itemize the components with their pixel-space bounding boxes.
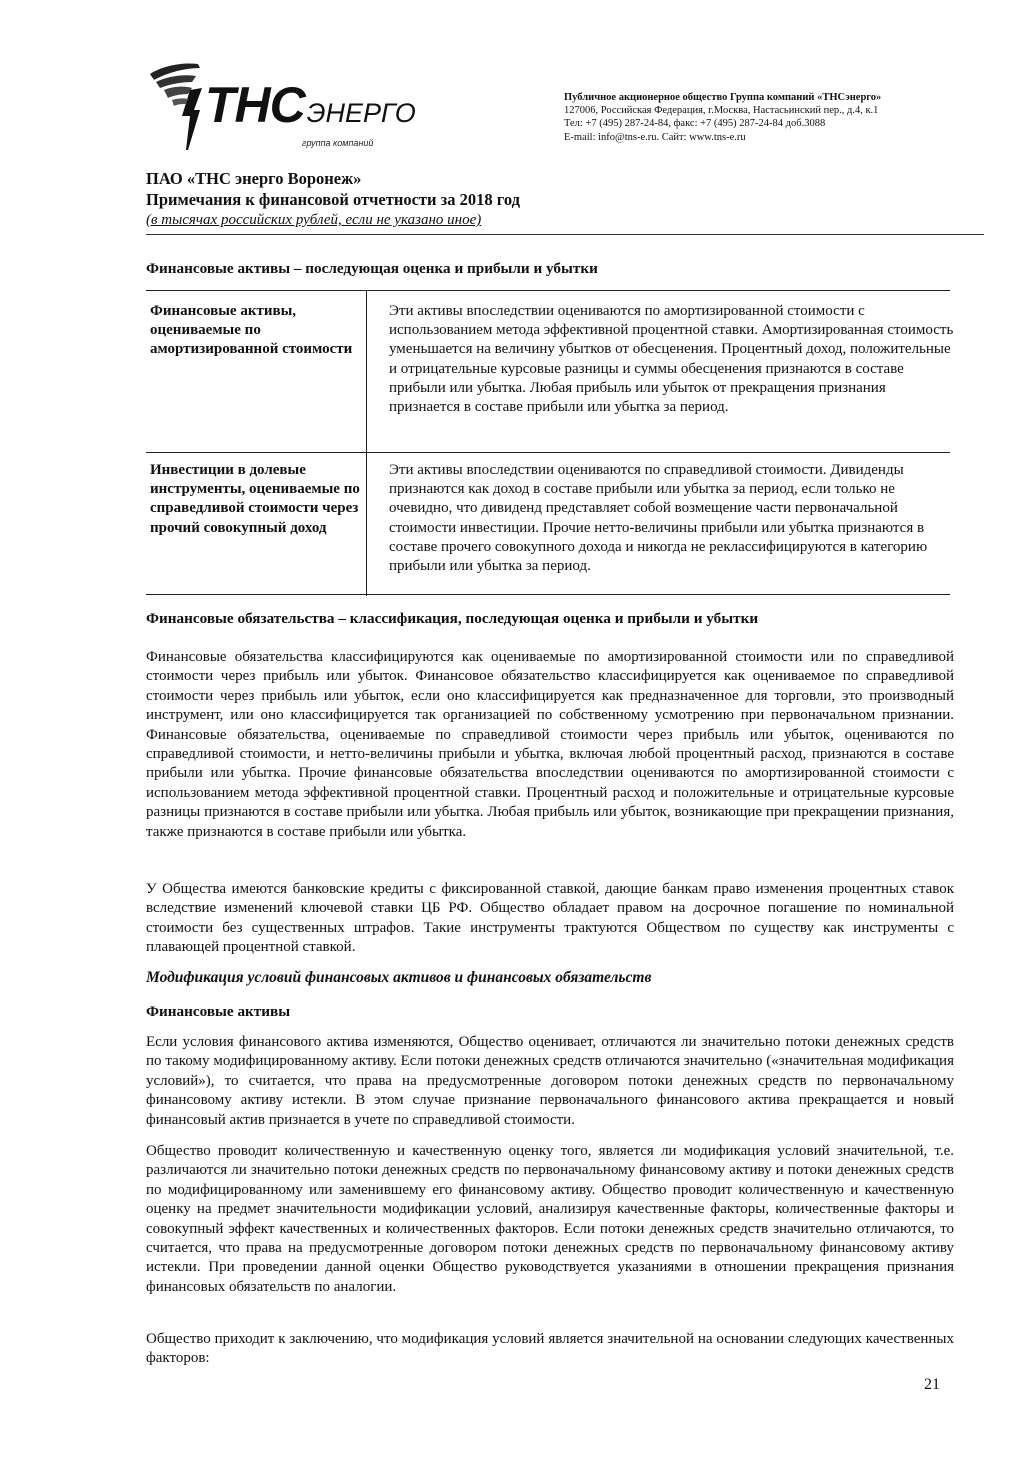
paragraph: У Общества имеются банковские кредиты с фиксированной ставкой, дающие банкам право изменения процентных ставок вследствие изменений ключевой ставки ЦБ РФ. Общество обладает правом на досрочное погашение по номинальной стоимости без существенных штрафов. Такие инструменты трактуются Обществом по существу как инструменты с плавающей процентной ставкой. xyxy=(146,881,954,956)
subheading-financial-assets: Финансовые активы xyxy=(146,1003,291,1020)
table-row-divider xyxy=(146,452,950,453)
document-title: Примечания к финансовой отчетности за 2018 год xyxy=(146,190,520,209)
table-row-text: Эти активы впоследствии оцениваются по справедливой стоимости. Дивиденды признаются как доход в составе прибыли или убытка за период, если только не очевидно, что дивиденд представляет собой возмещение части первоначальной стоимости инвестиции. Прочие нетто-величины прибыли или убытка признаются в составе прочего совокупного дохода и никогда не реклассифицируются в категорию прибыли или убытка за период. xyxy=(389,462,928,575)
units-note: (в тысячах российских рублей, если не указано иное) xyxy=(146,212,482,228)
company-phone: Тел: +7 (495) 287-24-84, факс: +7 (495) 287-24-84 доб.3088 xyxy=(564,118,826,130)
section-heading-modification: Модификация условий финансовых активов и финансовых обязательств xyxy=(146,969,652,986)
company-email-site: E-mail: info@tns-e.ru. Сайт: www.tns-e.ru xyxy=(564,131,746,143)
section-heading-financial-liabilities: Финансовые обязательства – классификация, последующая оценка и прибыли и убытки xyxy=(146,610,759,627)
table-row-term: Инвестиции в долевые инструменты, оцениваемые по справедливой стоимости через прочий совокупный доход xyxy=(150,462,360,536)
org-name: ПАО «ТНС энерго Воронеж» xyxy=(146,169,362,188)
header-divider xyxy=(146,234,984,235)
paragraph: Если условия финансового актива изменяются, Общество оценивает, отличаются ли значительно потоки денежных средств по такому модифицированному активу. Если потоки денежных средств отличаются значительно («значительная модификация условий»), то считается, что права на предусмотренные договором потоки денежных средств по первоначальному финансовому активу истекли. В этом случае признание первоначального финансового актива прекращается и новый финансовый актив признается в учете по справедливой стоимости. xyxy=(146,1034,954,1128)
table-top-rule xyxy=(146,290,950,291)
table-row-text: Эти активы впоследствии оцениваются по амортизированной стоимости с использованием метода эффективной процентной ставки. Амортизированная стоимость уменьшается на величину убытков от обесценения. Процентный доход, положительные и отрицательные курсовые разницы и суммы обесценения признаются в составе прибыли или убытка. Любая прибыль или убыток от прекращения признания признается в составе прибыли или убытка за период. xyxy=(389,303,954,416)
paragraph: Общество проводит количественную и качественную оценку того, является ли модификация условий значительной, т.е. различаются ли значительно потоки денежных средств по первоначальному финансовому активу и потоки денежных средств по модифицированному или заменившему его финансовому активу. Общество проводит количественную и качественную оценку на предмет значительности модификации условий, анализируя качественные факторы, количественные факторы и совокупный эффект качественных и количественных факторов. Если потоки денежных средств значительно отличаются, то считается, что права на предусмотренные договором потоки денежных средств по первоначальному финансовому активу истекли. При проведении данной оценки Общество руководствуется указаниями в отношении прекращения признания финансовых обязательств по аналогии. xyxy=(146,1143,954,1295)
logo-wordmark: ТНСЭНЕРГО xyxy=(205,77,416,133)
paragraph: Общество приходит к заключению, что модификация условий является значительной на основании следующих качественных факторов: xyxy=(146,1331,954,1367)
table-bottom-rule xyxy=(146,594,950,595)
logo-tagline: группа компаний xyxy=(302,138,374,148)
document-heading xyxy=(146,168,906,230)
paragraph: Финансовые обязательства классифицируются как оцениваемые по амортизированной стоимости или по справедливой стоимости через прибыль или убыток. Финансовое обязательство классифицируется как оцениваемое по справедливой стоимости через прибыль или убыток, если оно классифицируется как предназначенное для торговли, это производный инструмент, или оно классифицируется так организацией по собственному усмотрению при первоначальном признании. Финансовые обязательства, оцениваемые по справедливой стоимости через прибыль или убыток, оцениваются по справедливой стоимости, и нетто-величины прибыли и убытка, включая любой процентный расход, признаются в составе прибыли или убытка. Прочие финансовые обязательства впоследствии оцениваются по амортизированной стоимости с использованием метода эффективной процентной ставки. Процентный расход и положительные и отрицательные курсовые разницы признаются в составе прибыли или убытка. Любая прибыль или убыток, возникающие при прекращении признания, также признаются в составе прибыли или убытка. xyxy=(146,649,954,840)
section-heading-financial-assets: Финансовые активы – последующая оценка и прибыли и убытки xyxy=(146,260,598,277)
company-legal-name: Публичное акционерное общество Группа компаний «ТНСэнерго» xyxy=(564,92,882,103)
table-row-term: Финансовые активы, оцениваемые по амортизированной стоимости xyxy=(150,303,353,358)
page-number: 21 xyxy=(924,1376,940,1393)
table-column-divider xyxy=(366,290,367,596)
lightning-logo-icon xyxy=(142,52,212,152)
company-contact-info xyxy=(564,91,984,144)
company-logo xyxy=(142,52,416,152)
company-address: 127006, Российская Федерация, г.Москва, Настасьинский пер., д.4, к.1 xyxy=(564,105,879,117)
